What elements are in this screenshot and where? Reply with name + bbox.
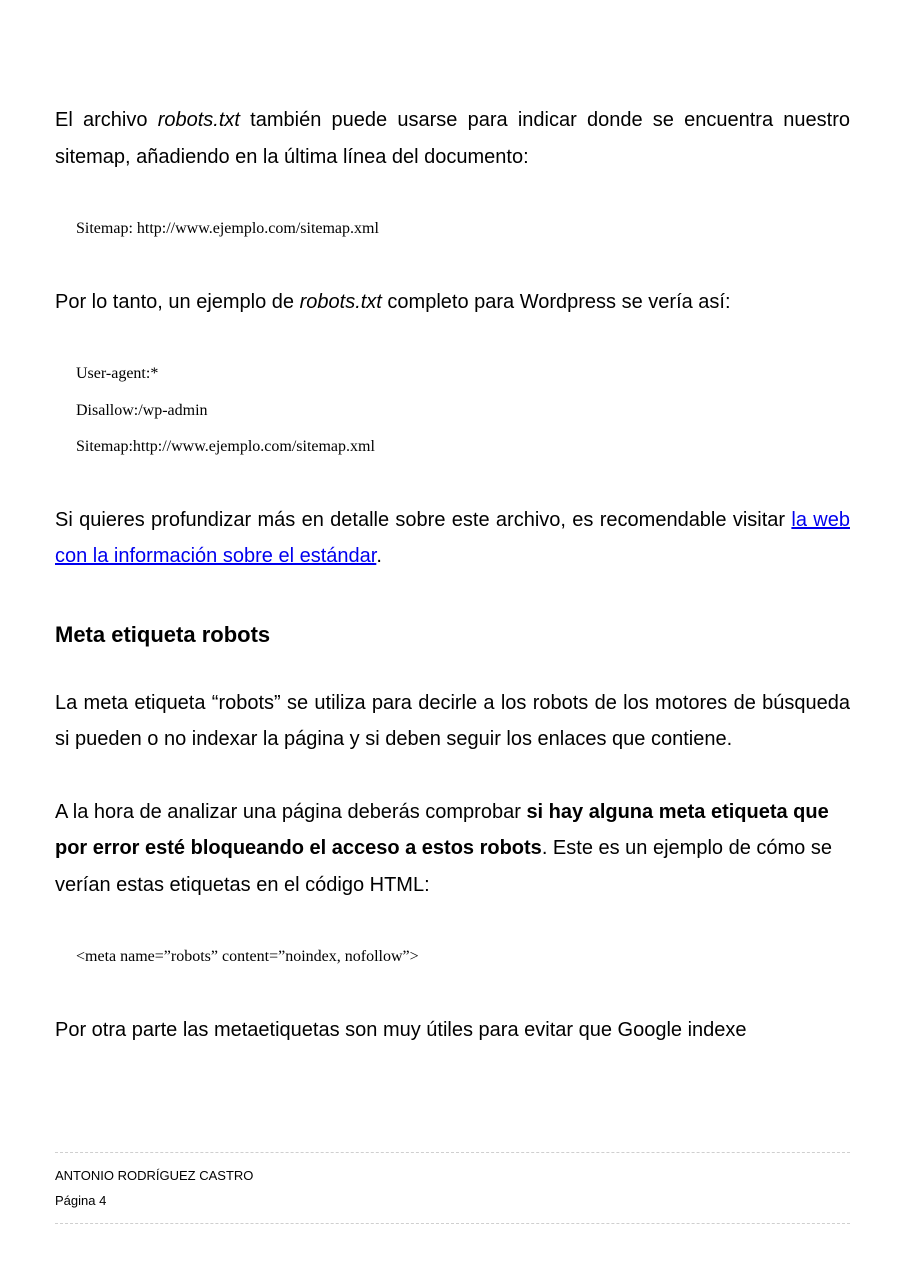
code-sitemap: Sitemap:http://www.ejemplo.com/sitemap.xml	[76, 438, 375, 455]
paragraph-analysis: A la hora de analizar una página deberás comprobar si hay alguna meta etiqueta que por error esté bloqueando el acceso a estos robots. Este es un ejemplo de cómo se verían estas etiquetas en el código HTML:	[55, 800, 832, 896]
paragraph-sitemap-intro: El archivo robots.txt también puede usarse para indicar donde se encuentra nuestro sitemap, añadiendo en la última línea del documento:	[55, 109, 851, 168]
code-disallow: Disallow:/wp-admin	[76, 401, 208, 419]
footer-author: ANTONIO RODRÍGUEZ CASTRO	[55, 1168, 254, 1183]
filename-emphasis: robots.txt	[157, 109, 240, 131]
page-footer	[55, 1152, 850, 1224]
paragraph-example-intro: Por lo tanto, un ejemplo de robots.txt completo para Wordpress se vería así:	[55, 290, 731, 313]
bold-warning: si hay alguna meta etiqueta que por error esté bloqueando el acceso a estos robots	[55, 800, 829, 859]
section-heading: Meta etiqueta robots	[55, 621, 271, 647]
paragraph-meta-robots: La meta etiqueta “robots” se utiliza para decirle a los robots de los motores de búsqueda si pueden o no indexar la página y si deben seguir los enlaces que contiene.	[55, 691, 850, 750]
footer-page-number: Página 4	[55, 1193, 107, 1208]
paragraph-continuation: Por otra parte las metaetiquetas son muy útiles para evitar que Google indexe	[55, 1018, 747, 1041]
document-body	[55, 102, 850, 1048]
filename-emphasis: robots.txt	[299, 290, 382, 313]
code-meta-tag: <meta name=”robots” content=”noindex, nofollow”>	[76, 948, 419, 965]
paragraph-more-info: Si quieres profundizar más en detalle sobre este archivo, es recomendable visitar la web con la información sobre el estándar.	[55, 508, 850, 567]
footer-bottom-rule	[55, 1223, 850, 1224]
code-sitemap-line: Sitemap: http://www.ejemplo.com/sitemap.xml	[76, 220, 379, 237]
standard-info-link[interactable]: la web con la información sobre el estándar	[55, 508, 850, 567]
code-user-agent: User-agent:*	[76, 365, 159, 382]
